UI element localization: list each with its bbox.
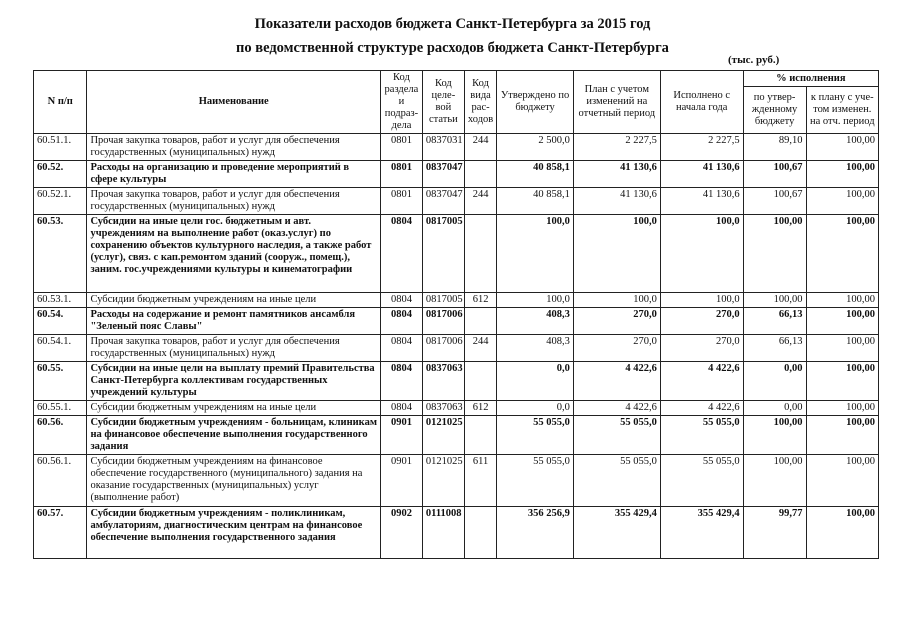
cell-vid: 244 xyxy=(464,188,496,215)
cell-plan: 2 227,5 xyxy=(573,134,660,161)
cell-num: 60.53. xyxy=(34,215,87,293)
cell-vid: 611 xyxy=(464,455,496,507)
cell-plan: 41 130,6 xyxy=(573,188,660,215)
cell-statya: 0817006 xyxy=(422,335,464,362)
cell-pct-plan: 100,00 xyxy=(806,401,878,416)
cell-pct-budget: 66,13 xyxy=(743,335,806,362)
cell-num: 60.52.1. xyxy=(34,188,87,215)
cell-executed: 100,0 xyxy=(660,215,743,293)
cell-executed: 2 227,5 xyxy=(660,134,743,161)
cell-executed: 100,0 xyxy=(660,293,743,308)
cell-name: Расходы на содержание и ремонт памятников ансамбля "Зеленый пояс Славы" xyxy=(87,308,381,335)
cell-executed: 4 422,6 xyxy=(660,401,743,416)
cell-plan: 355 429,4 xyxy=(573,507,660,559)
cell-name: Субсидии на иные цели гос. бюджетным и авт. учреждениям на выполнение работ (оказ.услуг) по сохранению объектов культурного наследия, а также работ (услуг), связ. с кап.ремонтом зданий (сооруж., помещ.), заним. гос.учреждениями культуры и кинематографии xyxy=(87,215,381,293)
cell-pct-plan: 100,00 xyxy=(806,293,878,308)
cell-razdel: 0804 xyxy=(380,362,422,401)
cell-pct-plan: 100,00 xyxy=(806,455,878,507)
cell-vid xyxy=(464,161,496,188)
header-num: N п/п xyxy=(34,71,87,134)
cell-statya: 0817006 xyxy=(422,308,464,335)
cell-approved: 100,0 xyxy=(497,293,574,308)
cell-name: Субсидии бюджетным учреждениям - поликлиникам, амбулаториям, диагностическим центрам на финансовое обеспечение выполнения государственного задания xyxy=(87,507,381,559)
cell-statya: 0111008 xyxy=(422,507,464,559)
cell-pct-plan: 100,00 xyxy=(806,362,878,401)
cell-num: 60.54. xyxy=(34,308,87,335)
cell-statya: 0837063 xyxy=(422,401,464,416)
cell-pct-budget: 0,00 xyxy=(743,362,806,401)
cell-pct-budget: 100,00 xyxy=(743,293,806,308)
header-pct-plan: к плану с уче- том изменен. на отч. период xyxy=(806,87,878,134)
cell-vid xyxy=(464,416,496,455)
cell-num: 60.56. xyxy=(34,416,87,455)
cell-plan: 4 422,6 xyxy=(573,401,660,416)
cell-pct-plan: 100,00 xyxy=(806,215,878,293)
cell-approved: 0,0 xyxy=(497,401,574,416)
cell-statya: 0837031 xyxy=(422,134,464,161)
cell-pct-budget: 100,67 xyxy=(743,188,806,215)
cell-razdel: 0801 xyxy=(380,188,422,215)
cell-num: 60.55.1. xyxy=(34,401,87,416)
budget-table xyxy=(33,70,879,559)
header-statya: Код целе- вой статьи xyxy=(422,71,464,134)
cell-approved: 408,3 xyxy=(497,308,574,335)
unit-label: (тыс. руб.) xyxy=(728,54,780,66)
cell-executed: 355 429,4 xyxy=(660,507,743,559)
cell-vid: 612 xyxy=(464,293,496,308)
cell-num: 60.53.1. xyxy=(34,293,87,308)
cell-statya: 0837047 xyxy=(422,188,464,215)
cell-statya: 0837047 xyxy=(422,161,464,188)
cell-razdel: 0901 xyxy=(380,416,422,455)
cell-executed: 41 130,6 xyxy=(660,188,743,215)
cell-razdel: 0804 xyxy=(380,293,422,308)
cell-statya: 0817005 xyxy=(422,215,464,293)
cell-name: Субсидии на иные цели на выплату премий Правительства Санкт-Петербурга коллективам государственных учреждений культуры xyxy=(87,362,381,401)
cell-pct-budget: 100,00 xyxy=(743,215,806,293)
cell-num: 60.55. xyxy=(34,362,87,401)
cell-approved: 2 500,0 xyxy=(497,134,574,161)
header-vid: Код вида рас- ходов xyxy=(464,71,496,134)
cell-plan: 270,0 xyxy=(573,308,660,335)
cell-approved: 356 256,9 xyxy=(497,507,574,559)
cell-approved: 40 858,1 xyxy=(497,188,574,215)
cell-approved: 408,3 xyxy=(497,335,574,362)
cell-num: 60.54.1. xyxy=(34,335,87,362)
header-plan: План с учетом изменений на отчетный период xyxy=(573,71,660,134)
cell-num: 60.52. xyxy=(34,161,87,188)
cell-pct-budget: 89,10 xyxy=(743,134,806,161)
cell-pct-plan: 100,00 xyxy=(806,335,878,362)
cell-plan: 41 130,6 xyxy=(573,161,660,188)
cell-name: Прочая закупка товаров, работ и услуг для обеспечения государственных (муниципальных) нужд xyxy=(87,188,381,215)
cell-razdel: 0801 xyxy=(380,161,422,188)
header-name: Наименование xyxy=(87,71,381,134)
cell-pct-budget: 100,67 xyxy=(743,161,806,188)
cell-name: Прочая закупка товаров, работ и услуг для обеспечения государственных (муниципальных) нужд xyxy=(87,335,381,362)
table-row xyxy=(34,308,879,335)
cell-pct-plan: 100,00 xyxy=(806,308,878,335)
cell-executed: 270,0 xyxy=(660,308,743,335)
cell-vid: 244 xyxy=(464,134,496,161)
cell-plan: 100,0 xyxy=(573,215,660,293)
cell-vid xyxy=(464,308,496,335)
cell-executed: 55 055,0 xyxy=(660,416,743,455)
cell-executed: 4 422,6 xyxy=(660,362,743,401)
cell-plan: 55 055,0 xyxy=(573,455,660,507)
cell-vid: 612 xyxy=(464,401,496,416)
cell-statya: 0121025 xyxy=(422,455,464,507)
header-executed: Исполнено с начала года xyxy=(660,71,743,134)
cell-razdel: 0901 xyxy=(380,455,422,507)
table-row xyxy=(34,188,879,215)
header-pct-budget: по утвер- жденному бюджету xyxy=(743,87,806,134)
cell-approved: 100,0 xyxy=(497,215,574,293)
cell-executed: 270,0 xyxy=(660,335,743,362)
table-row xyxy=(34,401,879,416)
header-approved: Утверждено по бюджету xyxy=(497,71,574,134)
cell-pct-budget: 0,00 xyxy=(743,401,806,416)
table-row xyxy=(34,416,879,455)
cell-approved: 55 055,0 xyxy=(497,416,574,455)
cell-pct-budget: 100,00 xyxy=(743,416,806,455)
cell-name: Субсидии бюджетным учреждениям на иные цели xyxy=(87,401,381,416)
header-razdel: Код раздела и подраз- дела xyxy=(380,71,422,134)
header-pct: % исполнения xyxy=(743,71,878,87)
cell-executed: 55 055,0 xyxy=(660,455,743,507)
cell-razdel: 0804 xyxy=(380,335,422,362)
cell-pct-plan: 100,00 xyxy=(806,134,878,161)
cell-executed: 41 130,6 xyxy=(660,161,743,188)
cell-razdel: 0804 xyxy=(380,308,422,335)
cell-approved: 40 858,1 xyxy=(497,161,574,188)
report-title: Показатели расходов бюджета Санкт-Петербурга за 2015 год xyxy=(254,16,651,32)
cell-pct-plan: 100,00 xyxy=(806,507,878,559)
cell-vid: 244 xyxy=(464,335,496,362)
cell-pct-budget: 99,77 xyxy=(743,507,806,559)
table-row xyxy=(34,293,879,308)
cell-statya: 0837063 xyxy=(422,362,464,401)
table-row xyxy=(34,362,879,401)
table-row xyxy=(34,335,879,362)
table-row xyxy=(34,507,879,559)
table-row xyxy=(34,215,879,293)
cell-statya: 0817005 xyxy=(422,293,464,308)
cell-name: Расходы на организацию и проведение мероприятий в сфере культуры xyxy=(87,161,381,188)
cell-name: Субсидии бюджетным учреждениям на финансовое обеспечение государственного (муниципального) задания на оказание государственных (муниципальных) услуг (выполнение работ) xyxy=(87,455,381,507)
cell-name: Субсидии бюджетным учреждениям - больницам, клиникам на финансовое обеспечение выполнения государственного задания xyxy=(87,416,381,455)
cell-approved: 55 055,0 xyxy=(497,455,574,507)
cell-vid xyxy=(464,507,496,559)
cell-approved: 0,0 xyxy=(497,362,574,401)
cell-vid xyxy=(464,215,496,293)
cell-pct-budget: 100,00 xyxy=(743,455,806,507)
cell-statya: 0121025 xyxy=(422,416,464,455)
table-body xyxy=(34,134,879,559)
table-row xyxy=(34,161,879,188)
cell-razdel: 0902 xyxy=(380,507,422,559)
cell-pct-plan: 100,00 xyxy=(806,416,878,455)
cell-plan: 4 422,6 xyxy=(573,362,660,401)
cell-razdel: 0804 xyxy=(380,401,422,416)
cell-plan: 270,0 xyxy=(573,335,660,362)
cell-num: 60.56.1. xyxy=(34,455,87,507)
cell-pct-plan: 100,00 xyxy=(806,161,878,188)
table-row xyxy=(34,134,879,161)
cell-pct-budget: 66,13 xyxy=(743,308,806,335)
cell-name: Прочая закупка товаров, работ и услуг для обеспечения государственных (муниципальных) нужд xyxy=(87,134,381,161)
cell-razdel: 0801 xyxy=(380,134,422,161)
table-row xyxy=(34,455,879,507)
cell-num: 60.51.1. xyxy=(34,134,87,161)
cell-plan: 55 055,0 xyxy=(573,416,660,455)
cell-pct-plan: 100,00 xyxy=(806,188,878,215)
cell-name: Субсидии бюджетным учреждениям на иные цели xyxy=(87,293,381,308)
report-subtitle: по ведомственной структуре расходов бюджета Санкт-Петербурга xyxy=(236,40,669,56)
cell-vid xyxy=(464,362,496,401)
cell-razdel: 0804 xyxy=(380,215,422,293)
cell-plan: 100,0 xyxy=(573,293,660,308)
cell-num: 60.57. xyxy=(34,507,87,559)
